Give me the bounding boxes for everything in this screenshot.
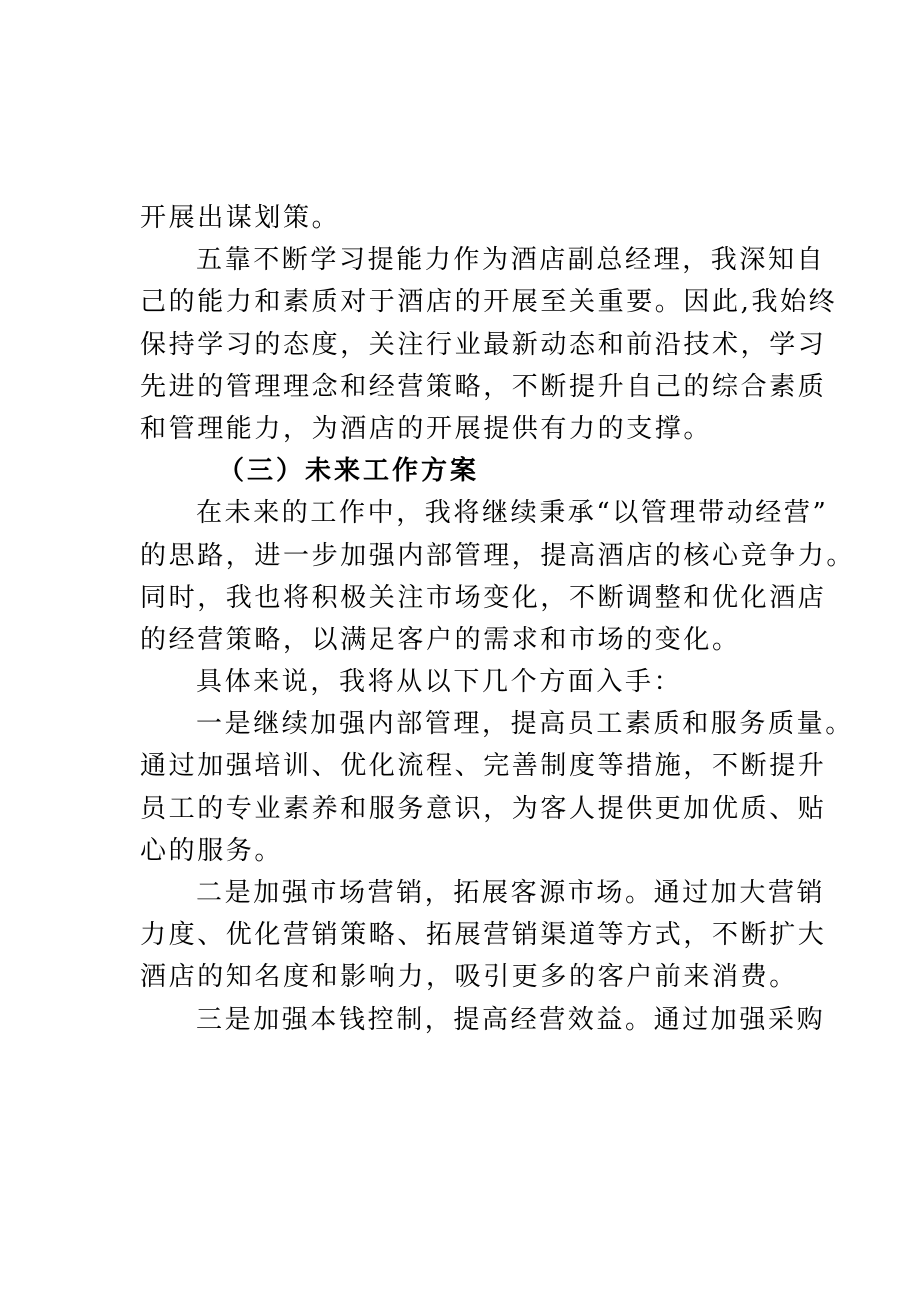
point-three-line: 三是加强本钱控制，提高经营效益。通过加强采购 xyxy=(196,1004,826,1035)
paragraph-five-line: 五靠不断学习提能力作为酒店副总经理，我深知自 xyxy=(196,245,826,276)
future-plan-paragraph-line: 的思路，进一步加强内部管理，提高酒店的核心竞争力。 xyxy=(140,540,856,571)
future-plan-paragraph-line: 同时，我也将积极关注市场变化，不断调整和优化酒店 xyxy=(140,582,827,613)
point-one-line: 员工的专业素养和服务意识，为客人提供更加优质、贴 xyxy=(140,793,827,824)
future-plan-paragraph-line: 在未来的工作中，我将继续秉承“以管理带动经营” xyxy=(196,498,829,529)
point-two-line: 二是加强市场营销，拓展客源市场。通过加大营销 xyxy=(196,878,826,908)
paragraph-five-line: 己的能力和素质对于酒店的开展至关重要。因此,我始终 xyxy=(140,287,838,318)
document-body xyxy=(140,197,856,1041)
paragraph-five-line: 和管理能力，为酒店的开展提供有力的支撑。 xyxy=(140,413,713,444)
specifics-intro-line: 具体来说，我将从以下几个方面入手： xyxy=(196,667,683,698)
section-heading: （三）未来工作方案 xyxy=(218,456,480,487)
paragraph-five-line: 保持学习的态度，关注行业最新动态和前沿技术，学习 xyxy=(140,329,827,360)
paragraph-continuation-line: 开展出谋划策。 xyxy=(140,203,341,233)
point-two-line: 酒店的知名度和影响力，吸引更多的客户前来消费。 xyxy=(140,962,798,993)
point-one-line: 心的服务。 xyxy=(140,835,284,866)
paragraph-five-line: 先进的管理理念和经营策略，不断提升自己的综合素质 xyxy=(140,371,827,402)
point-one-line: 通过加强培训、优化流程、完善制度等措施，不断提升 xyxy=(140,751,827,782)
point-one-line: 一是继续加强内部管理，提高员工素质和服务质量。 xyxy=(196,709,854,740)
point-two-line: 力度、优化营销策略、拓展营销渠道等方式，不断扩大 xyxy=(140,920,827,951)
future-plan-paragraph-line: 的经营策略，以满足客户的需求和市场的变化。 xyxy=(140,624,741,655)
